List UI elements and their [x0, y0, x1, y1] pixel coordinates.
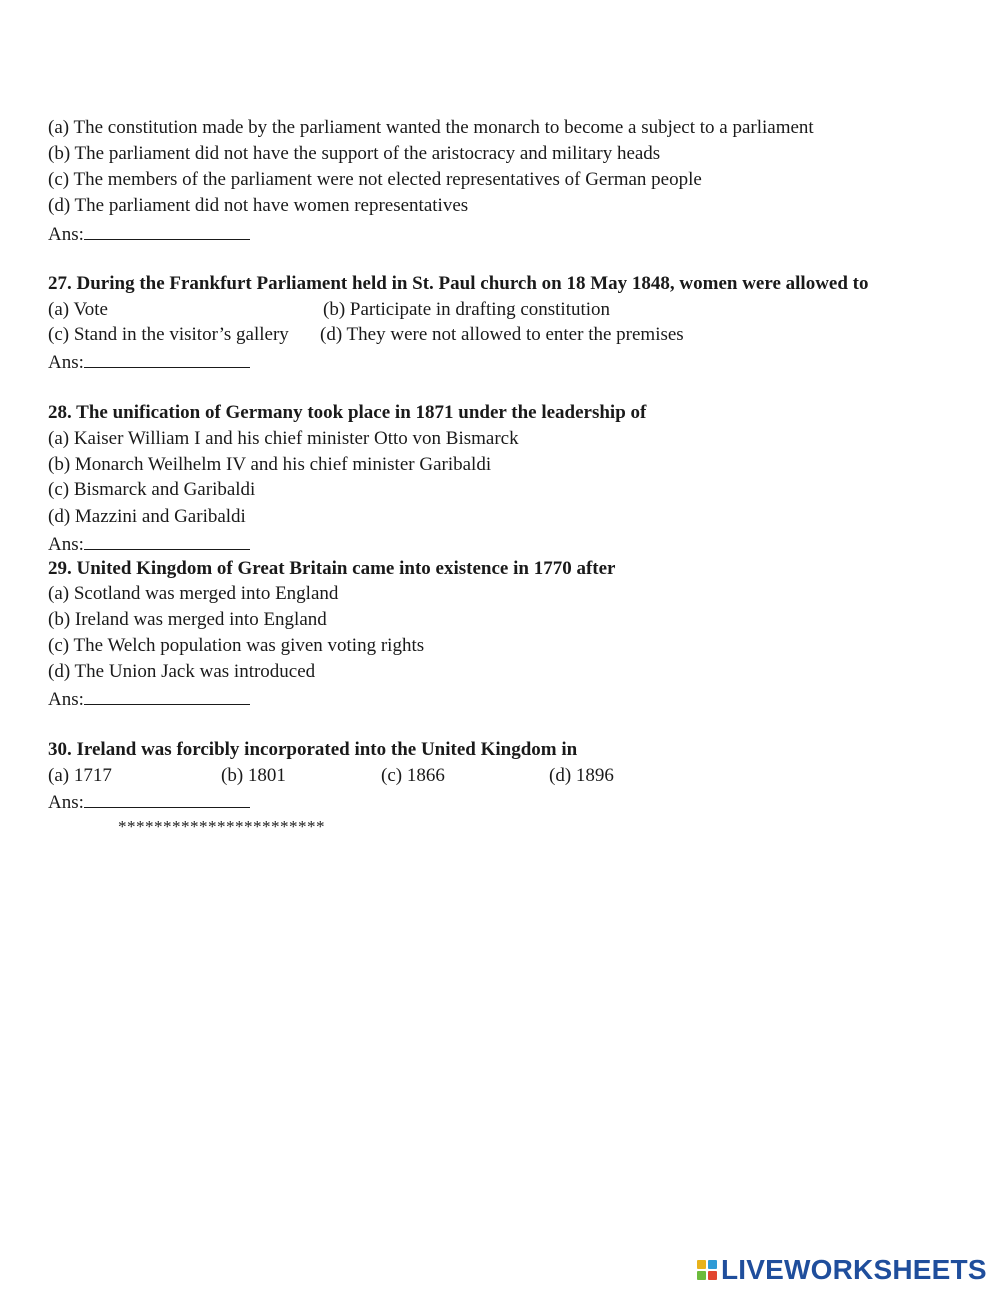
question-30-text: 30. Ireland was forcibly incorporated into the United Kingdom in: [48, 739, 578, 760]
q30-option-c: (c) 1866: [381, 765, 445, 786]
logo-blocks-icon: [697, 1260, 717, 1280]
question-27-text: 27. During the Frankfurt Parliament held in St. Paul church on 18 May 1848, women were allowed to: [48, 273, 869, 294]
prev-answer-row: [48, 222, 250, 246]
logo-text: LIVEWORKSHEETS: [721, 1254, 987, 1285]
q29-option-d: (d) The Union Jack was introduced: [48, 661, 316, 682]
q27-option-a: (a) Vote: [48, 299, 108, 320]
logo-block: [697, 1260, 706, 1269]
q29-option-c: (c) The Welch population was given voting rights: [48, 635, 425, 656]
q30-option-a: (a) 1717: [48, 765, 112, 786]
q27-option-c: (c) Stand in the visitor’s gallery: [48, 324, 289, 345]
answer-label: Ans:: [48, 224, 84, 245]
q30-option-d: (d) 1896: [549, 765, 614, 786]
answer-blank[interactable]: [84, 687, 250, 705]
q30-option-b: (b) 1801: [221, 765, 286, 786]
prev-option-c: (c) The members of the parliament were not elected representatives of German people: [48, 169, 702, 190]
answer-label: Ans:: [48, 534, 84, 555]
answer-blank[interactable]: [84, 790, 250, 808]
liveworksheets-logo: [697, 1253, 987, 1287]
prev-option-a: (a) The constitution made by the parliament wanted the monarch to become a subject to a parliament: [48, 117, 814, 138]
q28-answer-row: [48, 532, 250, 556]
q30-answer-row: [48, 790, 250, 814]
logo-block: [708, 1260, 717, 1269]
question-29-text: 29. United Kingdom of Great Britain came into existence in 1770 after: [48, 558, 616, 579]
q28-option-b: (b) Monarch Weilhelm IV and his chief minister Garibaldi: [48, 454, 492, 475]
q29-answer-row: [48, 687, 250, 711]
answer-blank[interactable]: [84, 222, 250, 240]
q27-option-b: (b) Participate in drafting constitution: [323, 299, 611, 320]
prev-option-b: (b) The parliament did not have the support of the aristocracy and military heads: [48, 143, 661, 164]
answer-label: Ans:: [48, 792, 84, 813]
q28-option-a: (a) Kaiser William I and his chief minister Otto von Bismarck: [48, 428, 519, 449]
answer-blank[interactable]: [84, 532, 250, 550]
end-of-section-marker: ***********************: [118, 817, 325, 836]
answer-label: Ans:: [48, 352, 84, 373]
q28-option-c: (c) Bismarck and Garibaldi: [48, 479, 256, 500]
question-28-text: 28. The unification of Germany took place in 1871 under the leadership of: [48, 402, 647, 423]
logo-block: [708, 1271, 717, 1280]
answer-blank[interactable]: [84, 350, 250, 368]
logo-block: [697, 1271, 706, 1280]
prev-option-d: (d) The parliament did not have women representatives: [48, 195, 469, 216]
q28-option-d: (d) Mazzini and Garibaldi: [48, 506, 246, 527]
q27-option-d: (d) They were not allowed to enter the premises: [320, 324, 684, 345]
q27-answer-row: [48, 350, 250, 374]
answer-label: Ans:: [48, 689, 84, 710]
q29-option-b: (b) Ireland was merged into England: [48, 609, 327, 630]
q29-option-a: (a) Scotland was merged into England: [48, 583, 339, 604]
